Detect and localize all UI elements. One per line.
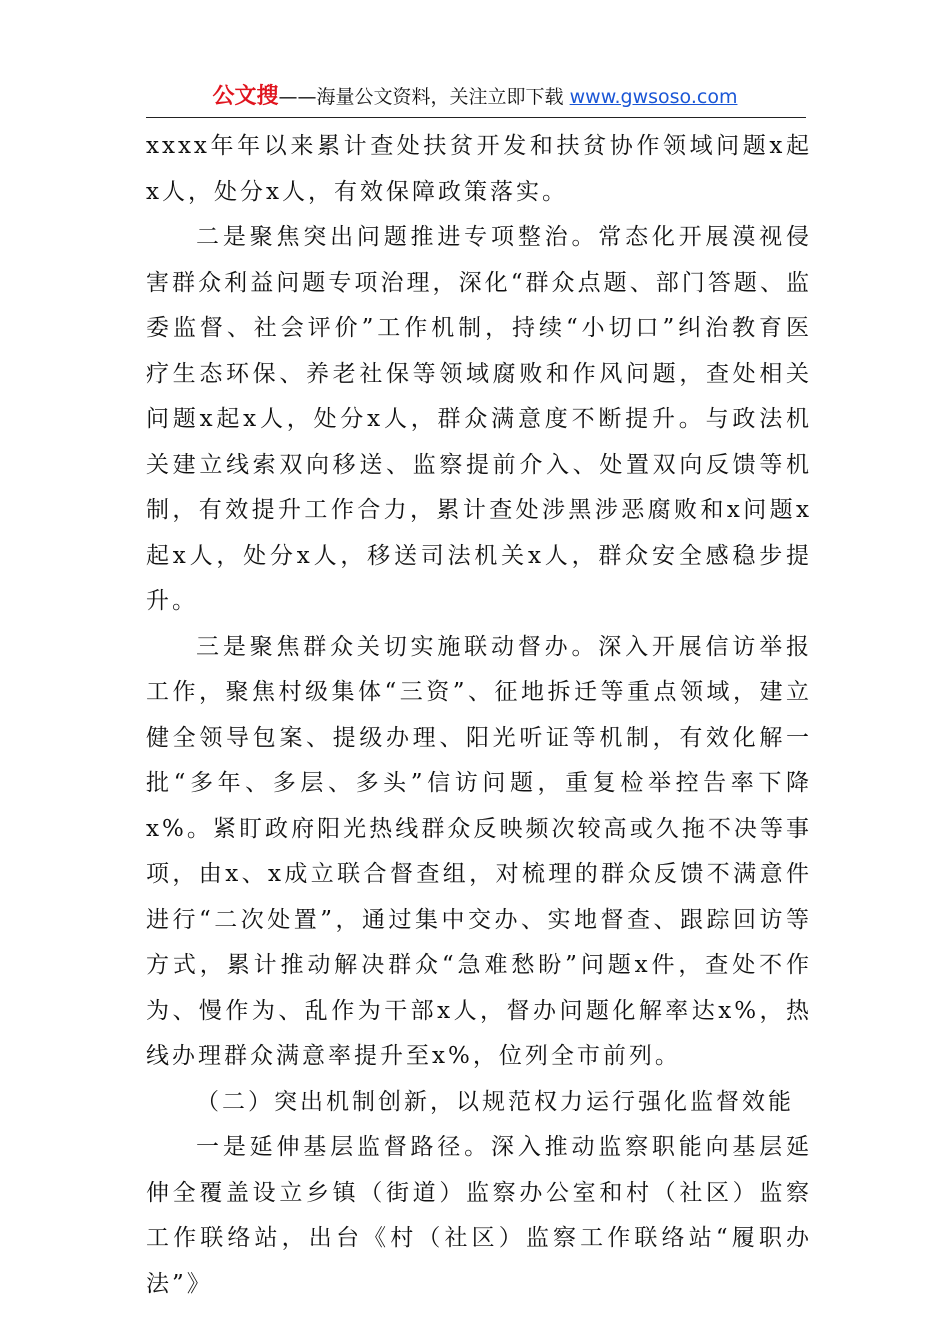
- paragraph-point-one: 一是延伸基层监督路径。深入推动监察职能向基层延伸全覆盖设立乡镇（街道）监察办公室和村（社区）监察工作联络站，出台《村（社区）监察工作联络站“履职办法”》: [146, 1134, 812, 1297]
- section-heading: （二）突出机制创新，以规范权力运行强化监督效能: [196, 1088, 794, 1115]
- page-header: [0, 80, 950, 114]
- header-slogan: ——海量公文资料，关注立即下载: [278, 86, 564, 108]
- brand-logo-text: 公文搜: [212, 84, 279, 109]
- paragraph-point-three: 三是聚焦群众关切实施联动督办。深入开展信访举报工作，聚焦村级集体“三资”、征地拆迁等重点领域，建立健全领导包案、提级办理、阳光听证等机制，有效化解一批“多年、多层、多头”信访问题，重复检举控告率下降x%。紧盯政府阳光热线群众反映频次较高或久拖不决等事项，由x、x成立联合督查组，对梳理的群众反馈不满意件进行“二次处置”，通过集中交办、实地督查、跟踪回访等方式，累计推动解决群众“急难愁盼”问题x件，查处不作为、慢作为、乱作为干部x人，督办问题化解率达x%，热线办理群众满意率提升至x%，位列全市前列。: [146, 633, 812, 1069]
- paragraph-point-two: 二是聚焦突出问题推进专项整治。常态化开展漠视侵害群众利益问题专项治理，深化“群众点题、部门答题、监委监督、社会评价”工作机制，持续“小切口”纠治教育医疗生态环保、养老社保等领域腐败和作风问题，查处相关问题x起x人，处分x人，群众满意度不断提升。与政法机关建立线索双向移送、监察提前介入、处置双向反馈等机制，有效提升工作合力，累计查处涉黑涉恶腐败和x问题x起x人，处分x人，移送司法机关x人，群众安全感稳步提升。: [146, 224, 812, 614]
- website-link[interactable]: www.gwsoso.com: [569, 86, 738, 108]
- document-body: [146, 124, 812, 1307]
- paragraph-continuation: xxxx年年以来累计查处扶贫开发和扶贫协作领域问题x起x人，处分x人，有效保障政策落实。: [146, 133, 812, 205]
- header-divider: [146, 117, 806, 118]
